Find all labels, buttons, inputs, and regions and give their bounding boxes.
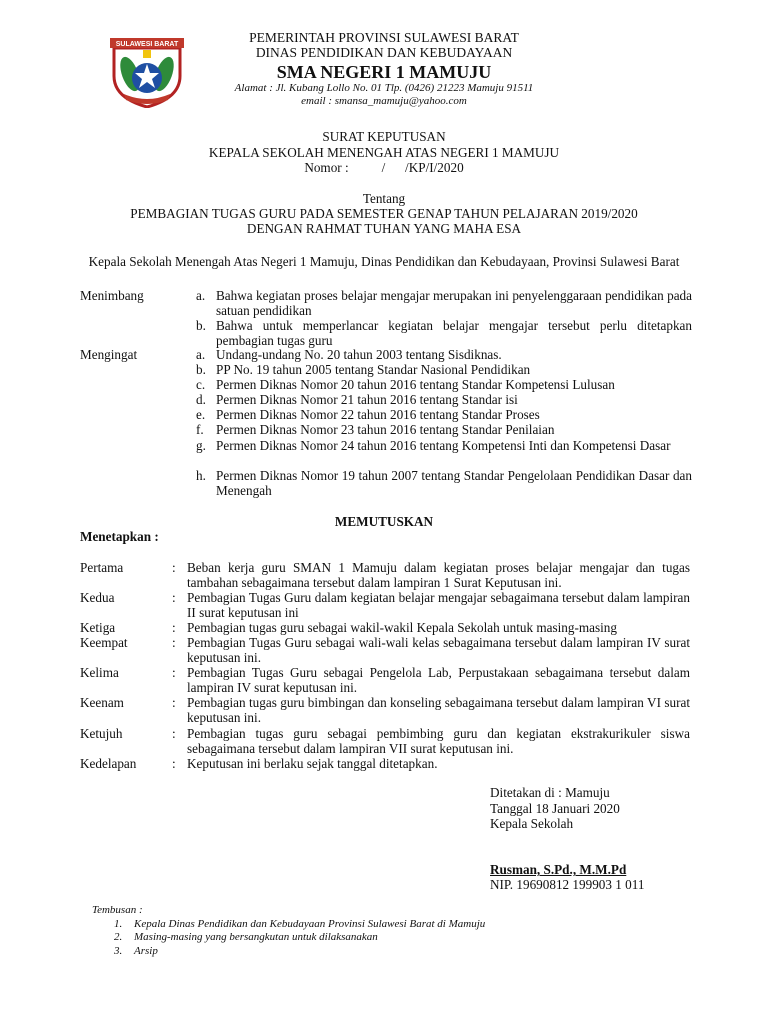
signatory-name: Rusman, S.Pd., M.M.Pd — [490, 862, 627, 877]
decision-row — [80, 665, 690, 695]
signatory-nip: NIP. 19690812 199903 1 011 — [490, 877, 645, 892]
list-item — [196, 468, 692, 498]
list-marker: b. — [196, 318, 206, 333]
mengingat-label: Mengingat — [80, 347, 138, 362]
list-item — [196, 347, 692, 362]
decision-key: Keempat — [80, 635, 128, 650]
decision-heading: MEMUTUSKAN — [334, 514, 434, 529]
decision-key: Ketujuh — [80, 726, 123, 741]
signature-date: Tanggal 18 Januari 2020 — [490, 800, 620, 816]
decision-row — [80, 726, 690, 756]
list-item — [196, 438, 692, 453]
list-item — [196, 288, 692, 318]
decision-colon: : — [172, 635, 176, 650]
decision-colon: : — [172, 726, 176, 741]
letterhead-school-name: SMA NEGERI 1 MAMUJU — [276, 62, 492, 82]
menimbang-label: Menimbang — [80, 288, 144, 303]
document-subject: PEMBAGIAN TUGAS GURU PADA SEMESTER GENAP TAHUN PELAJARAN 2019/2020 — [130, 206, 638, 221]
list-item — [196, 407, 692, 422]
decision-text: Pembagian tugas guru sebagai pembimbing guru dan kegiatan ekstrakurikuler siswa sebagaimana tersebut dalam lampiran VII surat keputusan ini. — [187, 726, 690, 756]
decision-row — [80, 635, 690, 665]
decision-text: Keputusan ini berlaku sejak tanggal ditetapkan. — [187, 756, 438, 771]
list-item — [196, 318, 692, 348]
list-marker: e. — [196, 407, 206, 422]
decision-text: Pembagian tugas guru bimbingan dan konseling sebagaimana tersebut dalam lampiran VI surat keputusan ini. — [187, 695, 690, 725]
carbon-copy-block — [92, 904, 692, 958]
list-text: Permen Diknas Nomor 22 tahun 2016 tentang Standar Proses — [216, 407, 540, 422]
list-text: Bahwa kegiatan proses belajar mengajar merupakan ini penyelenggaraan pendidikan pada satuan pendidikan — [216, 288, 692, 318]
list-marker: a. — [196, 288, 206, 303]
list-item — [196, 362, 692, 377]
list-text: Permen Diknas Nomor 20 tahun 2016 tentang Standar Kompetensi Lulusan — [216, 377, 615, 392]
list-text: Bahwa untuk memperlancar kegiatan belajar mengajar tersebut perlu ditetapkan pembagian tugas guru — [216, 318, 692, 348]
carbon-copy-item — [92, 931, 692, 945]
decision-colon: : — [172, 695, 176, 710]
document-type: SURAT KEPUTUSAN — [322, 129, 446, 144]
document-number: Nomor : / /KP/I/2020 — [304, 160, 464, 175]
decision-colon: : — [172, 590, 176, 605]
list-item — [196, 422, 692, 437]
letterhead-address: Alamat : Jl. Kubang Lollo No. 01 Tlp. (0426) 21223 Mamuju 91511 — [234, 82, 534, 94]
carbon-copy-label: Tembusan : — [92, 904, 143, 916]
letterhead-department: DINAS PENDIDIKAN DAN KEBUDAYAAN — [255, 45, 513, 60]
document-issuer: KEPALA SEKOLAH MENENGAH ATAS NEGERI 1 MAMUJU — [208, 145, 560, 160]
decision-key: Ketiga — [80, 620, 116, 635]
decision-text: Pembagian tugas guru sebagai wakil-wakil Kepala Sekolah untuk masing-masing — [187, 620, 617, 635]
decision-key: Kelima — [80, 665, 119, 680]
letterhead-government: PEMERINTAH PROVINSI SULAWESI BARAT — [249, 30, 519, 45]
carbon-copy-text: Arsip — [134, 944, 158, 957]
decision-key: Kedua — [80, 590, 115, 605]
decision-row — [80, 695, 690, 725]
list-text: Undang-undang No. 20 tahun 2003 tentang Sisdiknas. — [216, 347, 502, 362]
carbon-copy-number: 3. — [114, 944, 123, 957]
decision-colon: : — [172, 620, 176, 635]
decision-row — [80, 620, 690, 635]
list-item — [196, 392, 692, 407]
list-text: Permen Diknas Nomor 19 tahun 2007 tentang Standar Pengelolaan Pendidikan Dasar dan Menengah — [216, 468, 692, 498]
blessing-line: DENGAN RAHMAT TUHAN YANG MAHA ESA — [246, 221, 522, 236]
list-marker: d. — [196, 392, 206, 407]
list-marker: h. — [196, 468, 206, 483]
list-marker: f. — [196, 422, 204, 437]
decision-colon: : — [172, 665, 176, 680]
list-marker: g. — [196, 438, 206, 453]
carbon-copy-text: Masing-masing yang bersangkutan untuk dilaksanakan — [134, 931, 378, 943]
decision-colon: : — [172, 756, 176, 771]
menetapkan-label: Menetapkan : — [80, 529, 159, 544]
list-text: Permen Diknas Nomor 23 tahun 2016 tentang Standar Penilaian — [216, 422, 555, 437]
decision-key: Kedelapan — [80, 756, 137, 771]
svg-text:SULAWESI BARAT: SULAWESI BARAT — [115, 41, 179, 48]
decision-text: Beban kerja guru SMAN 1 Mamuju dalam kegiatan proses belajar mengajar dan tugas tambahan sebagaimana tersebut dalam lampiran 1 Surat Keputusan ini. — [187, 560, 690, 590]
decision-row — [80, 756, 690, 771]
letterhead-email: email : smansa_mamuju@yahoo.com — [301, 95, 467, 107]
decision-text: Pembagian Tugas Guru sebagai wali-wali kelas sebagaimana tersebut dalam lampiran IV surat keputusan ini. — [187, 635, 690, 665]
signature-place: Ditetakan di : Mamuju — [490, 785, 610, 800]
carbon-copy-text: Kepala Dinas Pendidikan dan Kebudayaan Provinsi Sulawesi Barat di Mamuju — [134, 917, 486, 930]
carbon-copy-number: 2. — [114, 931, 123, 943]
signature-block — [490, 785, 720, 832]
decision-text: Pembagian Tugas Guru dalam kegiatan belajar mengajar sebagaimana tersebut dalam lampiran II surat keputusan ini — [187, 590, 690, 620]
list-text: PP No. 19 tahun 2005 tentang Standar Nasional Pendidikan — [216, 362, 531, 377]
decision-text: Pembagian Tugas Guru sebagai Pengelola Lab, Perpustakaan sebagaimana tersebut dalam lampiran IV surat keputusan ini. — [187, 665, 690, 695]
decision-row — [80, 560, 690, 590]
list-marker: c. — [196, 377, 206, 392]
carbon-copy-item — [92, 918, 692, 932]
about-label: Tentang — [362, 191, 406, 206]
list-item — [196, 377, 692, 392]
carbon-copy-item — [92, 945, 692, 959]
intro-paragraph: Kepala Sekolah Menengah Atas Negeri 1 Mamuju, Dinas Pendidikan dan Kebudayaan, Provinsi Sulawesi Barat — [88, 254, 680, 269]
list-text: Permen Diknas Nomor 24 tahun 2016 tentang Kompetensi Inti dan Kompetensi Dasar — [216, 438, 671, 453]
list-marker: b. — [196, 362, 206, 377]
signature-position: Kepala Sekolah — [490, 816, 574, 831]
decision-row — [80, 590, 690, 620]
list-text: Permen Diknas Nomor 21 tahun 2016 tentang Standar isi — [216, 392, 518, 407]
list-marker: a. — [196, 347, 206, 362]
decision-colon: : — [172, 560, 176, 575]
decision-key: Pertama — [80, 560, 124, 575]
decision-key: Keenam — [80, 695, 124, 710]
carbon-copy-number: 1. — [114, 917, 123, 930]
